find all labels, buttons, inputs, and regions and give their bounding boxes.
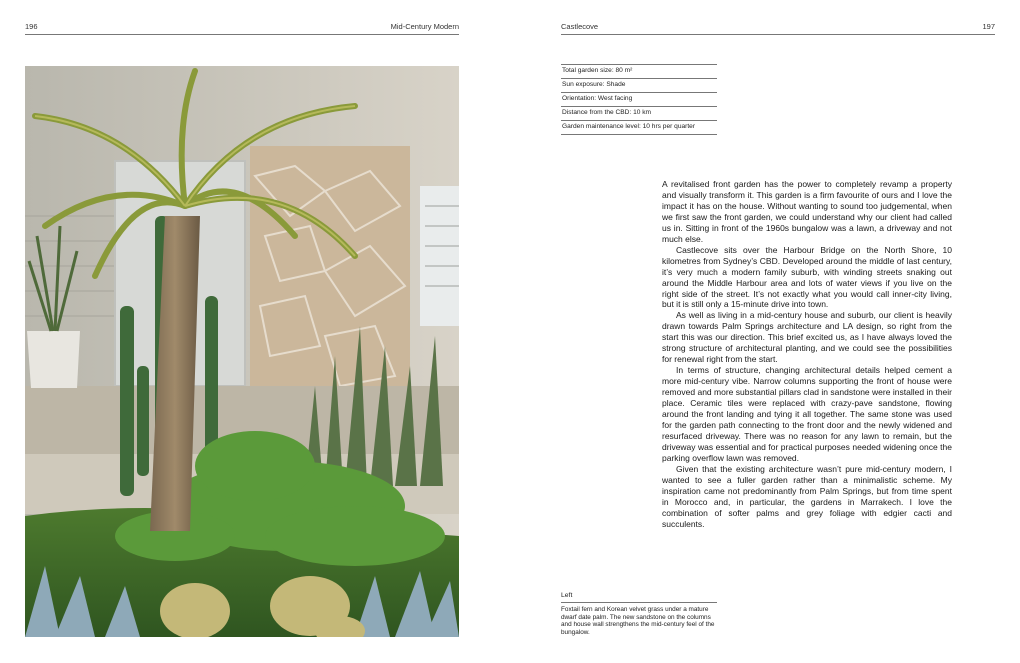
article-body [662, 179, 952, 530]
fact-garden-size: Total garden size: 80 m² [561, 64, 717, 78]
right-running-header [561, 22, 995, 35]
body-paragraph: Castlecove sits over the Harbour Bridge on the North Shore, 10 kilometres from Sydney’s CBD. Developed around the middle of last century, it’s very much a modern family suburb, with winding streets snaking out around the Middle Harbour area and lots of water views if you live on the right side of the street. It’s not exactly what you would call inner-city living, but it is still only a 15-minute drive into town. [662, 244, 952, 310]
caption-text: Foxtail fern and Korean velvet grass under a mature dwarf date palm. The new sandstone on the columns and house wall strengthens the mid-century feel of the bungalow. [561, 605, 715, 637]
fact-sun-exposure: Sun exposure: Shade [561, 78, 717, 92]
body-paragraph: Given that the existing architecture wasn’t pure mid-century modern, I wanted to see a fuller garden rather than a minimalistic scheme. My inspiration came not predominantly from Palm Springs, but from time spent in Morocco and, in particular, the gardens in Marrakech. I love the combination of softer palms and grey foliage with edgier cacti and succulents. [662, 463, 952, 529]
fact-orientation: Orientation: West facing [561, 92, 717, 106]
body-paragraph: As well as living in a mid-century house and suburb, our client is heavily drawn towards Palm Springs architecture and LA design, so right from the start this was our direction. This brief excited us, as I have always loved the strong structure of architectural planting, and we could see the possibilities for renewal right from the start. [662, 310, 952, 365]
body-paragraph: A revitalised front garden has the power to completely revamp a property and visually transform it. This garden is a firm favourite of ours and I love the impact it has on the house. Without wanting to sound too judgemental, when we first saw the front garden, we could understand why our client had called us in. Sitting in front of the 1960s bungalow was a lawn, a driveway and not much else. [662, 179, 952, 244]
garden-photo [25, 66, 459, 637]
right-page-number: 197 [982, 22, 995, 31]
body-paragraph: In terms of structure, changing architectural details helped cement a more mid-century vibe. Narrow columns supporting the front of house were removed and more substantial pillars clad in sandstone were installed in their place. Ceramic tiles were replaced with crazy-pave sandstone, flowing around the front landing and tying it all together. The same stone was used for the garden path connecting to the front door and the newly widened and resurfaced driveway. There was no reason for any lawn to remain, but the driveway was essential and for practical purposes needed widening once the parking overflow lawn was removed. [662, 365, 952, 463]
fact-maintenance-level: Garden maintenance level: 10 hrs per quarter [561, 120, 717, 135]
garden-facts-list [561, 64, 717, 135]
left-section-title: Mid-Century Modern [390, 22, 459, 31]
caption-title: Left [561, 592, 717, 603]
right-section-title: Castlecove [561, 22, 599, 31]
photo-caption [561, 592, 717, 637]
left-page-number: 196 [25, 22, 38, 31]
fact-distance-cbd: Distance from the CBD: 10 km [561, 106, 717, 120]
right-page [510, 0, 1020, 663]
left-running-header [25, 22, 459, 35]
